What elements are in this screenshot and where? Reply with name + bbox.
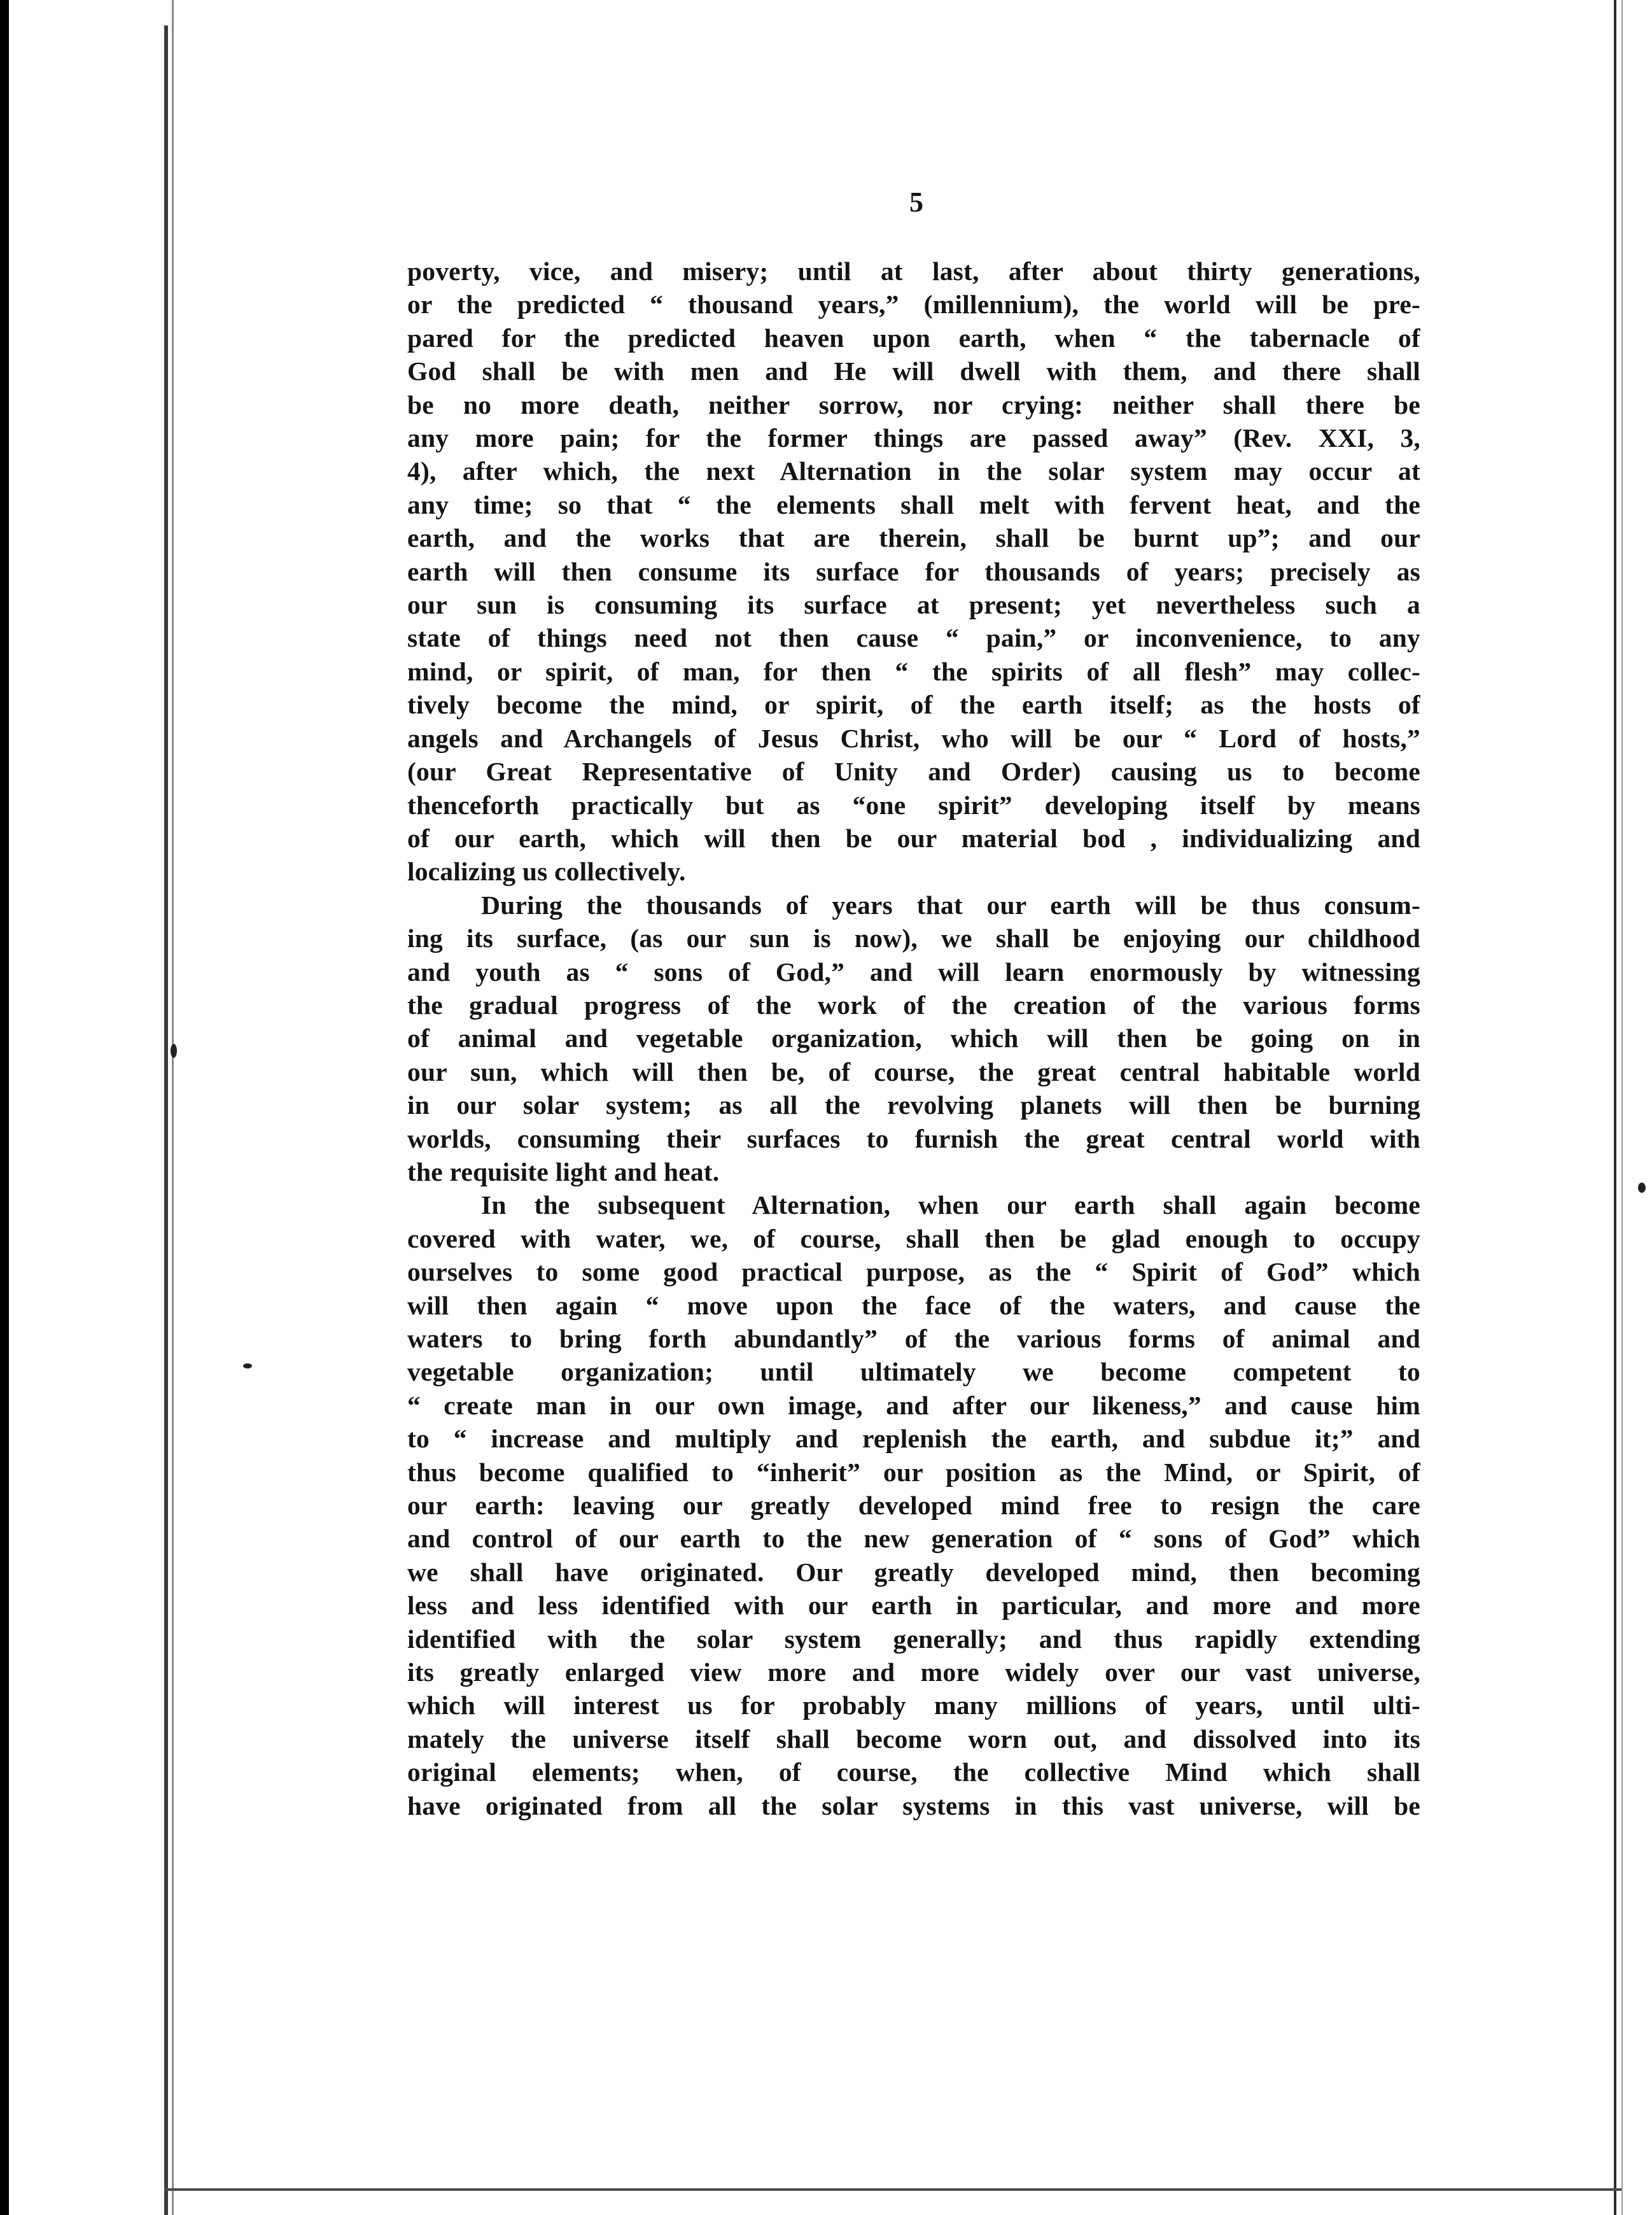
text-line: less and less identified with our earth in particular, and more and more xyxy=(407,1591,1420,1621)
text-line: worlds, consuming their surfaces to furnish the great central world with xyxy=(407,1123,1420,1153)
text-line: have originated from all the solar systems in this vast universe, will be xyxy=(407,1790,1420,1820)
paragraph-1 xyxy=(407,255,1420,889)
text-line: to “ increase and multiply and replenish the earth, and subdue it;” and xyxy=(407,1424,1420,1454)
text-line: which will interest us for probably many millions of years, until ulti- xyxy=(407,1691,1420,1720)
paragraph-2 xyxy=(407,889,1420,1189)
text-line: During the thousands of years that our earth will be thus consum- xyxy=(481,890,1420,920)
text-line: of our earth, which will then be our material bod , individualizing and xyxy=(407,823,1420,853)
text-line: earth will then consume its surface for thousands of years; precisely as xyxy=(407,556,1420,586)
scan-speck xyxy=(171,1044,177,1058)
text-line: identified with the solar system generally; and thus rapidly extending xyxy=(407,1624,1420,1654)
text-line: pared for the predicted heaven upon earth, when “ the tabernacle of xyxy=(407,323,1420,353)
text-line: our earth: leaving our greatly developed mind free to resign the care xyxy=(407,1491,1420,1521)
text-line: in our solar system; as all the revolving planets will then be burning xyxy=(407,1090,1420,1120)
text-line: localizing us collectively. xyxy=(407,857,686,887)
text-line: mately the universe itself shall become worn out, and dissolved into its xyxy=(407,1724,1420,1754)
scan-speck xyxy=(1638,1183,1646,1193)
page-right-edge-inner xyxy=(1621,0,1623,2215)
text-line: mind, or spirit, of man, for then “ the spirits of all flesh” may collec- xyxy=(407,656,1420,686)
text-line: and control of our earth to the new generation of “ sons of God” which xyxy=(407,1524,1420,1554)
text-line: “ create man in our own image, and after our likeness,” and cause him xyxy=(407,1390,1420,1420)
page-bottom-edge xyxy=(164,2188,1621,2191)
text-line: ing its surface, (as our sun is now), we shall be enjoying our childhood xyxy=(407,924,1420,953)
text-line: ourselves to some good practical purpose, as the “ Spirit of God” which xyxy=(407,1257,1420,1287)
text-line: (our Great Representative of Unity and Order) causing us to become xyxy=(407,757,1420,787)
page-binding-edge-inner xyxy=(172,0,174,2215)
text-line: vegetable organization; until ultimately we become competent to xyxy=(407,1357,1420,1387)
body-text xyxy=(407,255,1420,1822)
text-line: God shall be with men and He will dwell with them, and there shall xyxy=(407,356,1420,386)
text-line: angels and Archangels of Jesus Christ, who will be our “ Lord of hosts,” xyxy=(407,723,1420,753)
text-line: any time; so that “ the elements shall melt with fervent heat, and the xyxy=(407,489,1420,519)
text-line: In the subsequent Alternation, when our earth shall again become xyxy=(481,1190,1420,1220)
text-line: poverty, vice, and misery; until at last, after about thirty generations, xyxy=(407,257,1420,286)
text-line: the requisite light and heat. xyxy=(407,1157,720,1186)
text-line: our sun, which will then be, of course, the great central habitable world xyxy=(407,1057,1420,1086)
text-line: we shall have originated. Our greatly developed mind, then becoming xyxy=(407,1557,1420,1587)
scan-speck xyxy=(243,1363,252,1368)
text-line: of animal and vegetable organization, which will then be going on in xyxy=(407,1023,1420,1053)
scan-left-border xyxy=(0,0,9,2215)
page-right-edge xyxy=(1614,0,1616,2215)
text-line: and youth as “ sons of God,” and will learn enormously by witnessing xyxy=(407,957,1420,987)
text-line: be no more death, neither sorrow, nor crying: neither shall there be xyxy=(407,390,1420,419)
text-line: earth, and the works that are therein, shall be burnt up”; and our xyxy=(407,523,1420,553)
text-line: will then again “ move upon the face of the waters, and cause the xyxy=(407,1290,1420,1320)
text-line: original elements; when, of course, the collective Mind which shall xyxy=(407,1757,1420,1787)
page-number: 5 xyxy=(909,186,923,218)
page-binding-edge xyxy=(164,25,168,2215)
text-line: any more pain; for the former things are passed away” (Rev. XXI, 3, xyxy=(407,423,1420,453)
text-line: state of things need not then cause “ pain,” or inconvenience, to any xyxy=(407,623,1420,653)
paragraph-3 xyxy=(407,1188,1420,1822)
text-line: thenceforth practically but as “one spirit” developing itself by means xyxy=(407,790,1420,820)
text-line: or the predicted “ thousand years,” (millennium), the world will be pre- xyxy=(407,290,1420,320)
text-line: covered with water, we, of course, shall then be glad enough to occupy xyxy=(407,1223,1420,1253)
text-line: our sun is consuming its surface at present; yet nevertheless such a xyxy=(407,590,1420,620)
text-line: its greatly enlarged view more and more widely over our vast universe, xyxy=(407,1657,1420,1687)
text-line: the gradual progress of the work of the creation of the various forms xyxy=(407,990,1420,1020)
text-line: waters to bring forth abundantly” of the various forms of animal and xyxy=(407,1324,1420,1353)
text-line: tively become the mind, or spirit, of the earth itself; as the hosts of xyxy=(407,690,1420,720)
text-line: thus become qualified to “inherit” our position as the Mind, or Spirit, of xyxy=(407,1457,1420,1487)
text-line: 4), after which, the next Alternation in the solar system may occur at xyxy=(407,456,1420,486)
